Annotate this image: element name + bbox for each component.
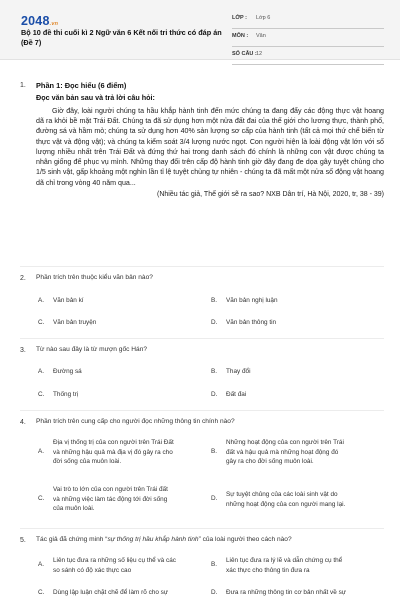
option-text (53, 556, 176, 575)
reading-passage: Giờ đây, loài người chúng ta hầu khắp hành tinh đến mức chúng ta đang đẩy các động thực vật hoang dã ra khỏi bề mặt Trái Đất. Chúng ta đã sử dụng hơn một nửa đất đai của thế giới cho lương thực, thành phố, đường sá và hầm mỏ; chúng ta sử dụng hơn 40% sản lượng sơ cấp của hành tinh (tất cả mọi thứ chế biến từ thực vật và động vật); và chúng ta kiểm soát 3/4 lượng nước ngọt. Con người hiện là loài động vật lớn với số lượng nhiều nhất trên Trái Đất và đứng thứ hai trong danh sách đó chính là những con vật được chúng ta nhân giống để phục vụ mình. Những thay đổi trên cấp độ hành tinh giờ đây đang đe dọa gây tuyệt chủng cho 1/5 sinh vật, gấp khoảng một nghìn lần tỉ lệ tuyệt chủng tự nhiên - chúng ta đã mất một nửa số động vật hoang dã chỉ trong vòng 40 năm qua... (36, 106, 384, 187)
question-instruction: Đọc văn bản sau và trả lời câu hỏi: (36, 92, 155, 102)
passage-source: (Nhiều tác giả, Thế giới sẽ ra sao? NXB Dân trí, Hà Nội, 2020, tr, 38 - 39) (156, 190, 384, 198)
question-number: 4. (20, 419, 26, 426)
option-line: và những việc làm tác động tới đời sống (53, 495, 168, 503)
option-text: Thay đổi (226, 368, 251, 375)
option-line: gây ra cho đời sống muôn loài. (226, 458, 314, 466)
option-letter: C. (38, 391, 45, 398)
option-line: xác thực cho thông tin đưa ra (226, 566, 310, 574)
divider (20, 338, 384, 339)
option-text: Dùng lập luận chặt chẽ để làm rõ cho sự (53, 589, 169, 596)
option-letter: A. (38, 561, 45, 568)
exam-meta (232, 12, 384, 66)
option-line: những hoạt động của con người mang lại. (226, 500, 346, 508)
meta-class-label: LỚP : (232, 15, 247, 21)
option-text: Đất đai (226, 391, 247, 398)
option-text (53, 438, 174, 467)
meta-class (232, 12, 384, 29)
option-line: và những hậu quả mà địa vị đó gây ra cho (53, 448, 173, 456)
question-number: 1. (20, 82, 26, 89)
question-3 (20, 346, 384, 355)
quoted-phrase: sự thống trị hầu khắp hành tinh (107, 536, 199, 543)
question-2 (20, 274, 384, 283)
option-letter: D. (211, 319, 218, 326)
meta-count-label: SỐ CÂU : (232, 51, 257, 57)
option-letter: C. (38, 589, 45, 596)
option-text: Văn bản kí (53, 297, 84, 304)
option-text (226, 556, 342, 575)
section-title: Phần 1: Đọc hiểu (6 điểm) (36, 81, 127, 90)
question-number: 5. (20, 537, 26, 544)
option-text: Văn bản thông tin (226, 319, 277, 326)
question-1 (20, 81, 384, 199)
option-letter: A. (38, 297, 45, 304)
option-letter: B. (211, 297, 218, 304)
option-text (226, 438, 344, 467)
option-text: Văn bản truyện (53, 319, 97, 326)
divider (20, 410, 384, 411)
question-text (36, 536, 384, 545)
option-letter: A. (38, 368, 45, 375)
option-text: Đường sá (53, 368, 82, 375)
question-5 (20, 536, 384, 545)
meta-subject-value: Văn (256, 33, 266, 39)
option-line: Liên tục đưa ra những số liệu cụ thể và các (53, 557, 176, 564)
question-text: Phần trích trên cung cấp cho người đọc những thông tin chính nào? (36, 418, 235, 425)
option-line: Địa vị thống trị của con người trên Trái Đất (53, 439, 174, 446)
option-line: Liên tục đưa ra lý lẽ và dẫn chứng cụ thể (226, 557, 343, 564)
option-letter: B. (211, 368, 218, 375)
meta-count-value: 12 (256, 51, 263, 57)
option-text: Văn bản nghị luận (226, 297, 278, 304)
meta-class-value: Lớp 6 (256, 15, 271, 21)
question-text-part: ” của loài người theo cách nào? (198, 536, 292, 543)
question-number: 3. (20, 347, 26, 354)
option-line: Vai trò to lớn của con người trên Trái đất (53, 486, 168, 493)
question-text: Từ nào sau đây là từ mượn gốc Hán? (36, 346, 148, 353)
option-text: Đưa ra những thông tin cơ bản nhất về sự (226, 589, 347, 596)
option-line: đời sống của muôn loài. (53, 458, 122, 466)
meta-count (232, 48, 384, 65)
option-text: Thống trị (53, 391, 79, 398)
meta-subject (232, 30, 384, 47)
meta-subject-label: MÔN : (232, 33, 249, 39)
option-letter: C. (38, 495, 45, 502)
question-text-part: Tác giả đã chứng minh “ (36, 536, 108, 543)
question-number: 2. (20, 275, 26, 282)
option-line: so sánh có độ xác thực cao (53, 566, 132, 574)
page-title: Bộ 10 đề thi cuối kì 2 Ngữ văn 6 Kết nối tri thức có đáp án (Đề 7) (21, 28, 222, 48)
option-letter: B. (211, 561, 218, 568)
option-letter: A. (38, 448, 45, 455)
question-text: Phần trích trên thuộc kiểu văn bản nào? (36, 274, 153, 281)
option-line: của muôn loài. (53, 505, 95, 513)
option-text (53, 485, 168, 514)
option-letter: B. (211, 448, 218, 455)
option-letter: D. (211, 495, 218, 502)
option-line: Sự tuyệt chủng của các loài sinh vật do (226, 491, 338, 498)
option-letter: D. (211, 391, 218, 398)
option-line: Những hoạt động của con người trên Trái (226, 439, 344, 446)
question-4 (20, 418, 384, 427)
page-header (0, 0, 400, 60)
logo-main: 2048 (21, 14, 50, 28)
divider (20, 528, 384, 529)
option-letter: D. (211, 589, 218, 596)
option-line: đất và hậu quả mà những hoạt động đó (226, 448, 339, 456)
divider (20, 266, 384, 267)
option-text (226, 490, 345, 509)
logo-suffix: .vn (49, 21, 59, 27)
option-letter: C. (38, 319, 45, 326)
